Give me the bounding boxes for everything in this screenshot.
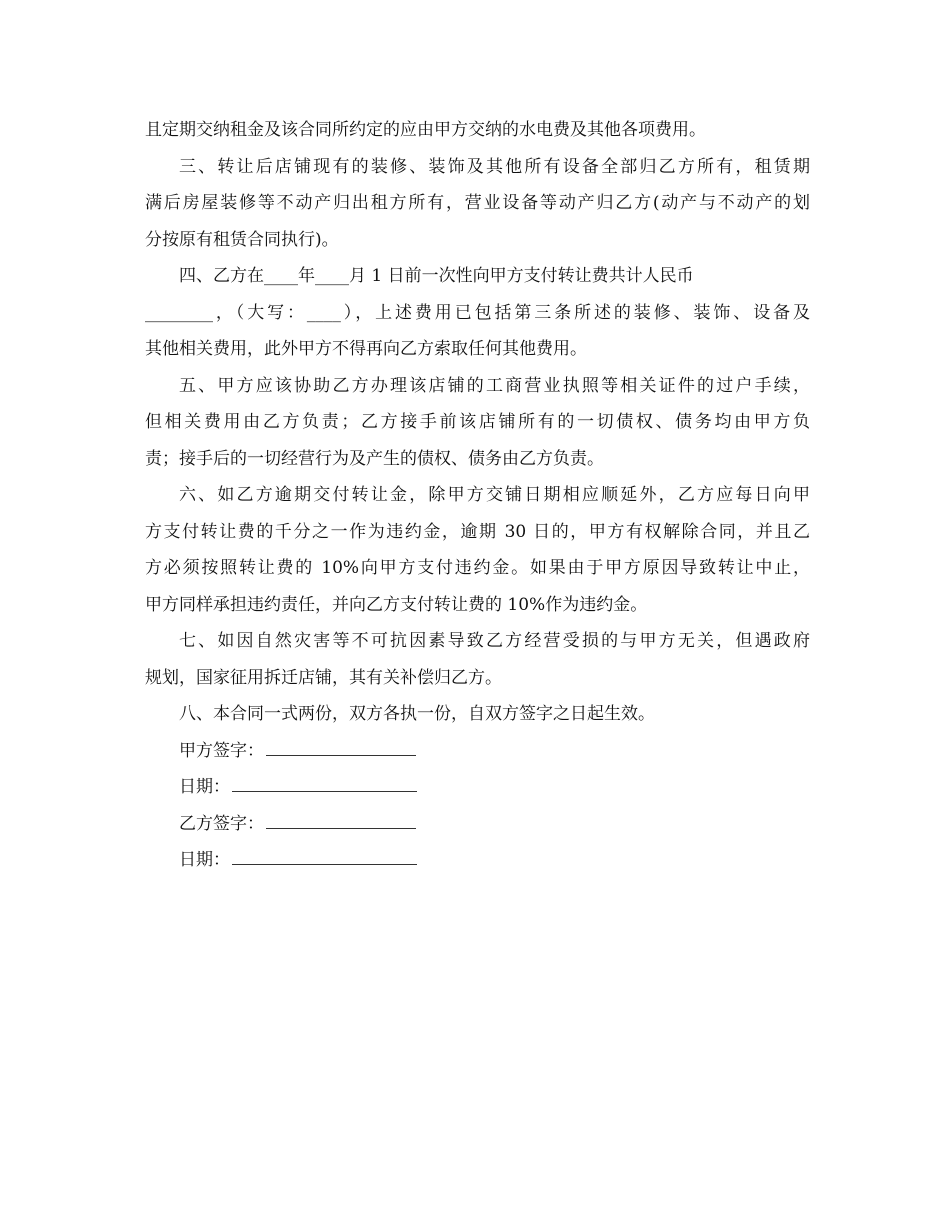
clause-4-line-2: ________，（大写：____），上述费用已包括第三条所述的装修、装饰、设备及: [145, 302, 810, 323]
party-a-signature-row: [145, 733, 810, 770]
clause-6-line-2: 方支付转让费的千分之一作为违约金，逾期 30 日的，甲方有权解除合同，并且乙: [145, 521, 810, 542]
clause-4-line-3: 其他相关费用，此外甲方不得再向乙方索取任何其他费用。: [145, 339, 587, 359]
clause-4-line-1: 四、乙方在____年____月 1 日前一次性向甲方支付转让费共计人民币: [179, 266, 694, 286]
clause-3-line-3: 分按原有租赁合同执行)。: [145, 229, 339, 250]
clause-8-line-1: 八、本合同一式两份，双方各执一份，自双方签字之日起生效。: [179, 704, 655, 724]
party-b-signature-label: 乙方签字：: [179, 813, 264, 834]
clause-6-line-4: 甲方同样承担违约责任，并向乙方支付转让费的 10%作为违约金。: [145, 594, 648, 615]
party-a-date-label: 日期：: [179, 777, 230, 797]
clause-7-line-2: 规划，国家征用拆迁店铺，其有关补偿归乙方。: [145, 667, 502, 688]
text-line: 且定期交纳租金及该合同所约定的应由甲方交纳的水电费及其他各项费用。: [145, 120, 706, 140]
clause-7-line-1: 七、如因自然灾害等不可抗因素导致乙方经营受损的与甲方无关，但遇政府: [179, 631, 810, 651]
party-b-signature-row: [145, 806, 810, 843]
clause-5-line-2: 但相关费用由乙方负责；乙方接手前该店铺所有的一切债权、债务均由甲方负: [145, 412, 810, 432]
clause-5-line-3: 责；接手后的一切经营行为及产生的债权、债务由乙方负责。: [145, 448, 604, 469]
clause-6-line-1: 六、如乙方逾期交付转让金，除甲方交铺日期相应顺延外，乙方应每日向甲: [179, 485, 810, 505]
clause-3-line-2: 满后房屋装修等不动产归出租方所有，营业设备等动产归乙方(动产与不动产的划: [145, 193, 810, 213]
party-b-signature-blank: [266, 828, 416, 829]
party-a-signature-blank: [266, 755, 416, 756]
party-b-date-row: [145, 842, 810, 879]
party-b-date-blank: [232, 864, 417, 865]
party-a-date-row: [145, 769, 810, 806]
clause-6-line-3: 方必须按照转让费的 10%向甲方支付违约金。如果由于甲方原因导致转让中止，: [145, 558, 810, 578]
party-a-date-blank: [232, 791, 417, 792]
clause-5-line-1: 五、甲方应该协助乙方办理该店铺的工商营业执照等相关证件的过户手续，: [179, 375, 810, 396]
party-b-date-label: 日期：: [179, 850, 230, 870]
party-a-signature-label: 甲方签字：: [179, 740, 264, 761]
contract-body: [145, 112, 810, 879]
clause-3-line-1: 三、转让后店铺现有的装修、装饰及其他所有设备全部归乙方所有，租赁期: [179, 156, 810, 177]
